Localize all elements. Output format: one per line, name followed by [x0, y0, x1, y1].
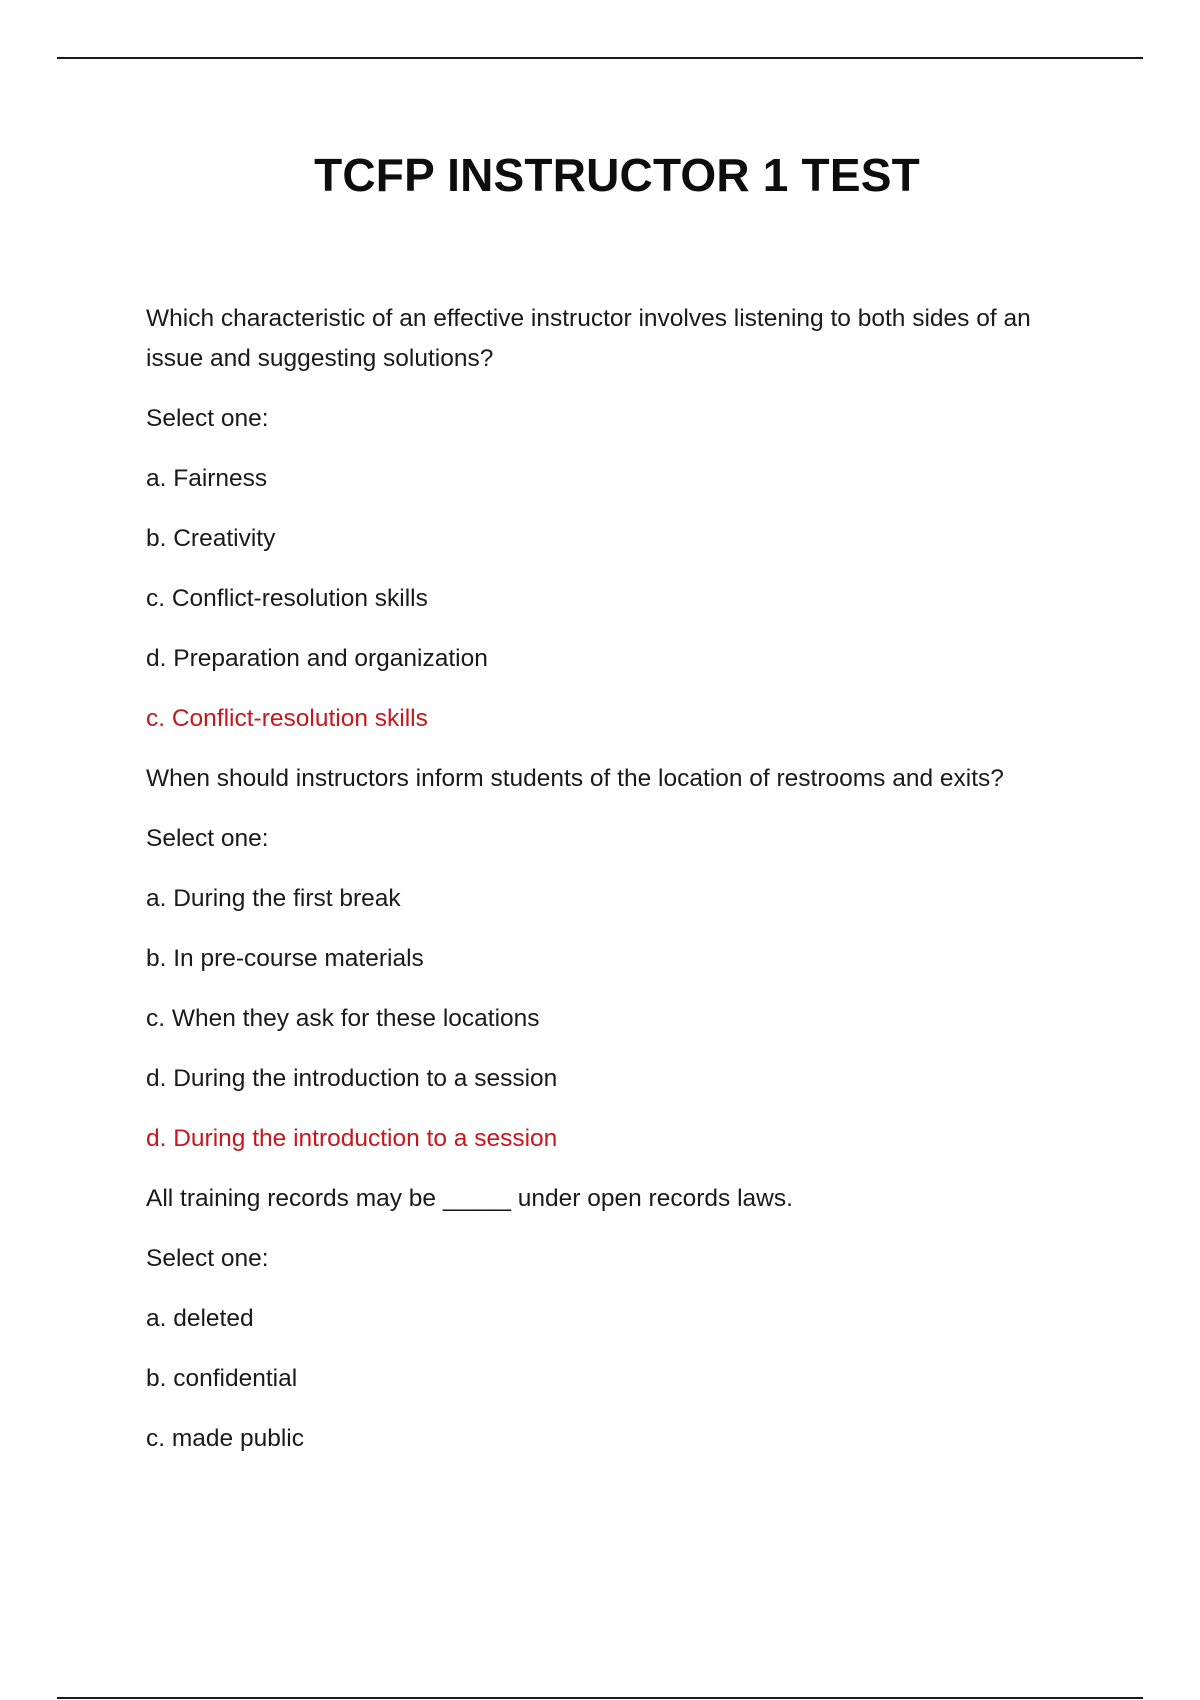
question-3-prompt: Select one: — [146, 1245, 269, 1272]
question-2-option-d: d. During the introduction to a session — [146, 1065, 558, 1092]
question-1-option-c: c. Conflict-resolution skills — [146, 585, 428, 612]
document-title: TCFP INSTRUCTOR 1 TEST — [314, 149, 920, 201]
question-2-answer: d. During the introduction to a session — [146, 1125, 558, 1152]
quiz-content — [146, 299, 1076, 1459]
top-rule — [57, 57, 1143, 59]
question-1-answer: c. Conflict-resolution skills — [146, 705, 428, 732]
question-1-text: Which characteristic of an effective instructor involves listening to both sides of an issue and suggesting solutions? — [146, 305, 1031, 372]
question-2-option-b: b. In pre-course materials — [146, 945, 424, 972]
question-2-prompt: Select one: — [146, 825, 269, 852]
question-1-option-d: d. Preparation and organization — [146, 645, 488, 672]
question-1-option-b: b. Creativity — [146, 525, 276, 552]
question-3-option-a: a. deleted — [146, 1305, 254, 1332]
question-1-option-a: a. Fairness — [146, 465, 268, 492]
question-3-option-b: b. confidential — [146, 1365, 298, 1392]
question-2-option-a: a. During the first break — [146, 885, 401, 912]
bottom-rule — [57, 1697, 1143, 1699]
question-2-option-c: c. When they ask for these locations — [146, 1005, 540, 1032]
question-2-text: When should instructors inform students of the location of restrooms and exits? — [146, 765, 1004, 792]
question-1-prompt: Select one: — [146, 405, 269, 432]
question-3-option-c: c. made public — [146, 1425, 304, 1452]
question-3-text: All training records may be _____ under open records laws. — [146, 1185, 793, 1212]
